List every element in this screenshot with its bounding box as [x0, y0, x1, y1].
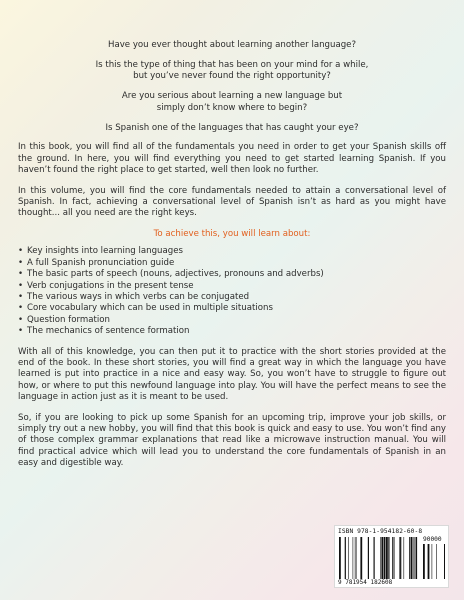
question: [18, 40, 446, 51]
list-item: • The various ways in which verbs can be conjugated: [18, 292, 446, 303]
question: [18, 60, 446, 83]
paragraph: In this book, you will find all of the fundamentals you need in order to get your Spanish skills off the ground. In here, you will find everything you need to get started learning Spanish. If you haven’t found the right place to get started, well then look no further.: [18, 142, 446, 176]
intro-questions: [18, 40, 446, 134]
isbn-barcode: [334, 525, 449, 588]
list-item: • The basic parts of speech (nouns, adjectives, pronouns and adverbs): [18, 269, 446, 280]
list-item: • The mechanics of sentence formation: [18, 326, 446, 337]
back-cover-text: [18, 40, 446, 479]
paragraph: With all of this knowledge, you can then put it to practice with the short stories provided at the end of the book. In these short stories, you will find a great way in which the language you have learned is put into practice in a nice and easy way. So, you won’t have to struggle to figure out how, or where to put this newfound language into play. You will have the perfect means to see the language in action just as it is meant to be used.: [18, 346, 446, 403]
learn-list: [18, 246, 446, 337]
learn-heading: To achieve this, you will learn about:: [153, 228, 311, 239]
barcode-bars-icon: [339, 537, 421, 579]
isbn-text: ISBN 978-1-954182-60-8: [338, 528, 423, 535]
question-line: Is Spanish one of the languages that has caught your eye?: [105, 122, 359, 133]
question-line: Is this the type of thing that has been on your mind for a while,: [95, 59, 369, 70]
question: [18, 91, 446, 114]
paragraph: In this volume, you will find the core fundamentals needed to attain a conversational level of Spanish. In fact, achieving a conversational level of Spanish isn’t as hard as you might have thought... all you need are the right keys.: [18, 185, 446, 219]
question: [18, 123, 446, 134]
list-item: • Key insights into learning languages: [18, 246, 446, 257]
list-item: • Core vocabulary which can be used in multiple situations: [18, 303, 446, 314]
list-item: • Verb conjugations in the present tense: [18, 281, 446, 292]
price-code: 90000: [423, 536, 442, 543]
barcode-digits: 9 781954 182608: [338, 579, 393, 586]
question-line: but you’ve never found the right opportunity?: [133, 71, 331, 82]
paragraph: So, if you are looking to pick up some Spanish for an upcoming trip, improve your job skills, or simply try out a new hobby, you will find that this book is quick and easy to use. You won’t find any of those complex grammar explanations that read like a microwave instruction manual. You will find practical advice which will lead you to understand the core fundamentals of Spanish in an easy and digestible way.: [18, 412, 446, 469]
list-item: • Question formation: [18, 315, 446, 326]
question-line: Are you serious about learning a new language but: [121, 91, 343, 102]
question-line: Have you ever thought about learning another language?: [107, 40, 357, 50]
addon-barcode-bars-icon: [423, 544, 445, 579]
question-line: simply don’t know where to begin?: [156, 102, 308, 113]
list-item: • A full Spanish pronunciation guide: [18, 258, 446, 269]
